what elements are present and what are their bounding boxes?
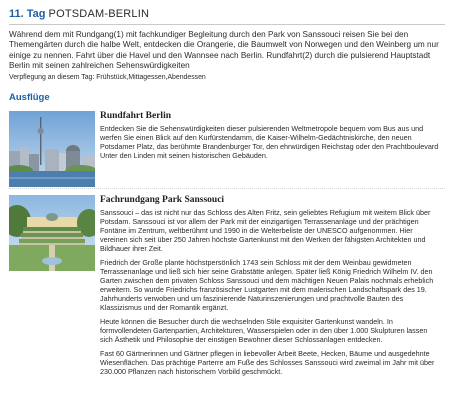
excursion-title: Rundfahrt Berlin: [100, 111, 171, 121]
excursion-description: Entdecken Sie die Sehenswürdigkeiten dieser pulsierenden Weltmetropole bequem vom Bus aus und werfen Sie einen Blick auf den Kurfürstendamm, die Kaiser-Wilhelm-Gedächtniskirche, den neuen Potsdamer Platz, das berühmte Brandenburger Tor, den ehrwürdigen Reichstag oder den Prachtboulevard Unter den Linden mit seinen historischen Gebäuden.: [100, 124, 439, 160]
section-divider: [9, 188, 445, 189]
excursion-paragraph: Heute können die Besucher durch die wechselnden Stile exquisiter Gartenkunst wandeln. In formvollendeten Gartenpartien, Architekturen, Wasserspielen oder in den über 1.000 Skulpturen lassen sich Ästhetik und Philosophie der einstigen Bewohner dieser Schlossanlagen entdecken.: [100, 317, 428, 344]
excursion-berlin: [9, 111, 449, 187]
berlin-skyline-image: [9, 111, 95, 187]
excursions-heading: Ausflüge: [9, 92, 50, 103]
excursion-title: Fachrundgang Park Sanssouci: [100, 195, 225, 205]
sanssouci-park-image: [9, 195, 95, 271]
day-number: 11. Tag: [9, 8, 46, 20]
excursion-paragraph: Sanssouci – das ist nicht nur das Schloss des Alten Fritz, sein geliebtes Refugium mit weitem Blick über Potsdam. Sanssouci ist vor allem der Park mit der einzigartigen Terrassenanlage und der prächtigen Fontäne im Zentrum, weltberühmt und 1990 in die Welterbeliste der UNESCO aufgenommen. Hier vereinen sich seit über 250 Jahren höchste Gartenkunst mit den Werken der fähigsten Architekten und Bildhauer ihrer Zeit.: [100, 208, 431, 253]
meals-info: Verpflegung an diesem Tag: Frühstück,Mittagessen,Abendessen: [9, 74, 206, 81]
day-title: POTSDAM-BERLIN: [48, 8, 150, 20]
day-intro: Während dem mit Rundgang(1) mit fachkundiger Begleitung durch den Park von Sanssouci reisen Sie bei den Themengärten durch die halbe Welt, entdecken die Orangerie, die Baumwelt von Norwegen und den Weinberg um nur einige zu nennen. Fahrt über die Havel und den Wannsee nach Berlin. Rundfahrt(2) durch die pulsierend Hauptstadt Berlin mit seinen zahlreichen Sehenswürdigkeiten: [9, 30, 439, 70]
excursion-sanssouci: [9, 195, 449, 400]
day-header: [9, 8, 445, 25]
excursion-paragraph: Fast 60 Gärtnerinnen und Gärtner pflegen in liebevoller Arbeit Beete, Hecken, Bäume und ausgedehnte Wiesenflächen. Das prächtige Parterre am Fuße des Schlosses Sanssouci wird zweimal im Jahr mit über 230.000 Pflanzen nach historischem Vorbild geschmückt.: [100, 349, 435, 376]
excursion-paragraph: Friedrich der Große plante höchstpersönlich 1743 sein Schloss mit der dem Weinbau gewidmeten Terrassenanlage und ließ sich hier seine Grabstätte anlegen. Später ließ König Friedrich Wilhelm IV. den Garten zwischen dem privaten Schloss Sanssouci und dem mächtigen Neuen Palais nochmals erheblich erweitern. So wurde Friedrichs französischer Lustgarten mit dem malerischen Landschaftspark des 19. Jahrhunderts verwoben und um faszinierende Naturinszenierungen und prachtvolle Bauten des Klassizismus und der Romantik ergänzt.: [100, 258, 434, 312]
